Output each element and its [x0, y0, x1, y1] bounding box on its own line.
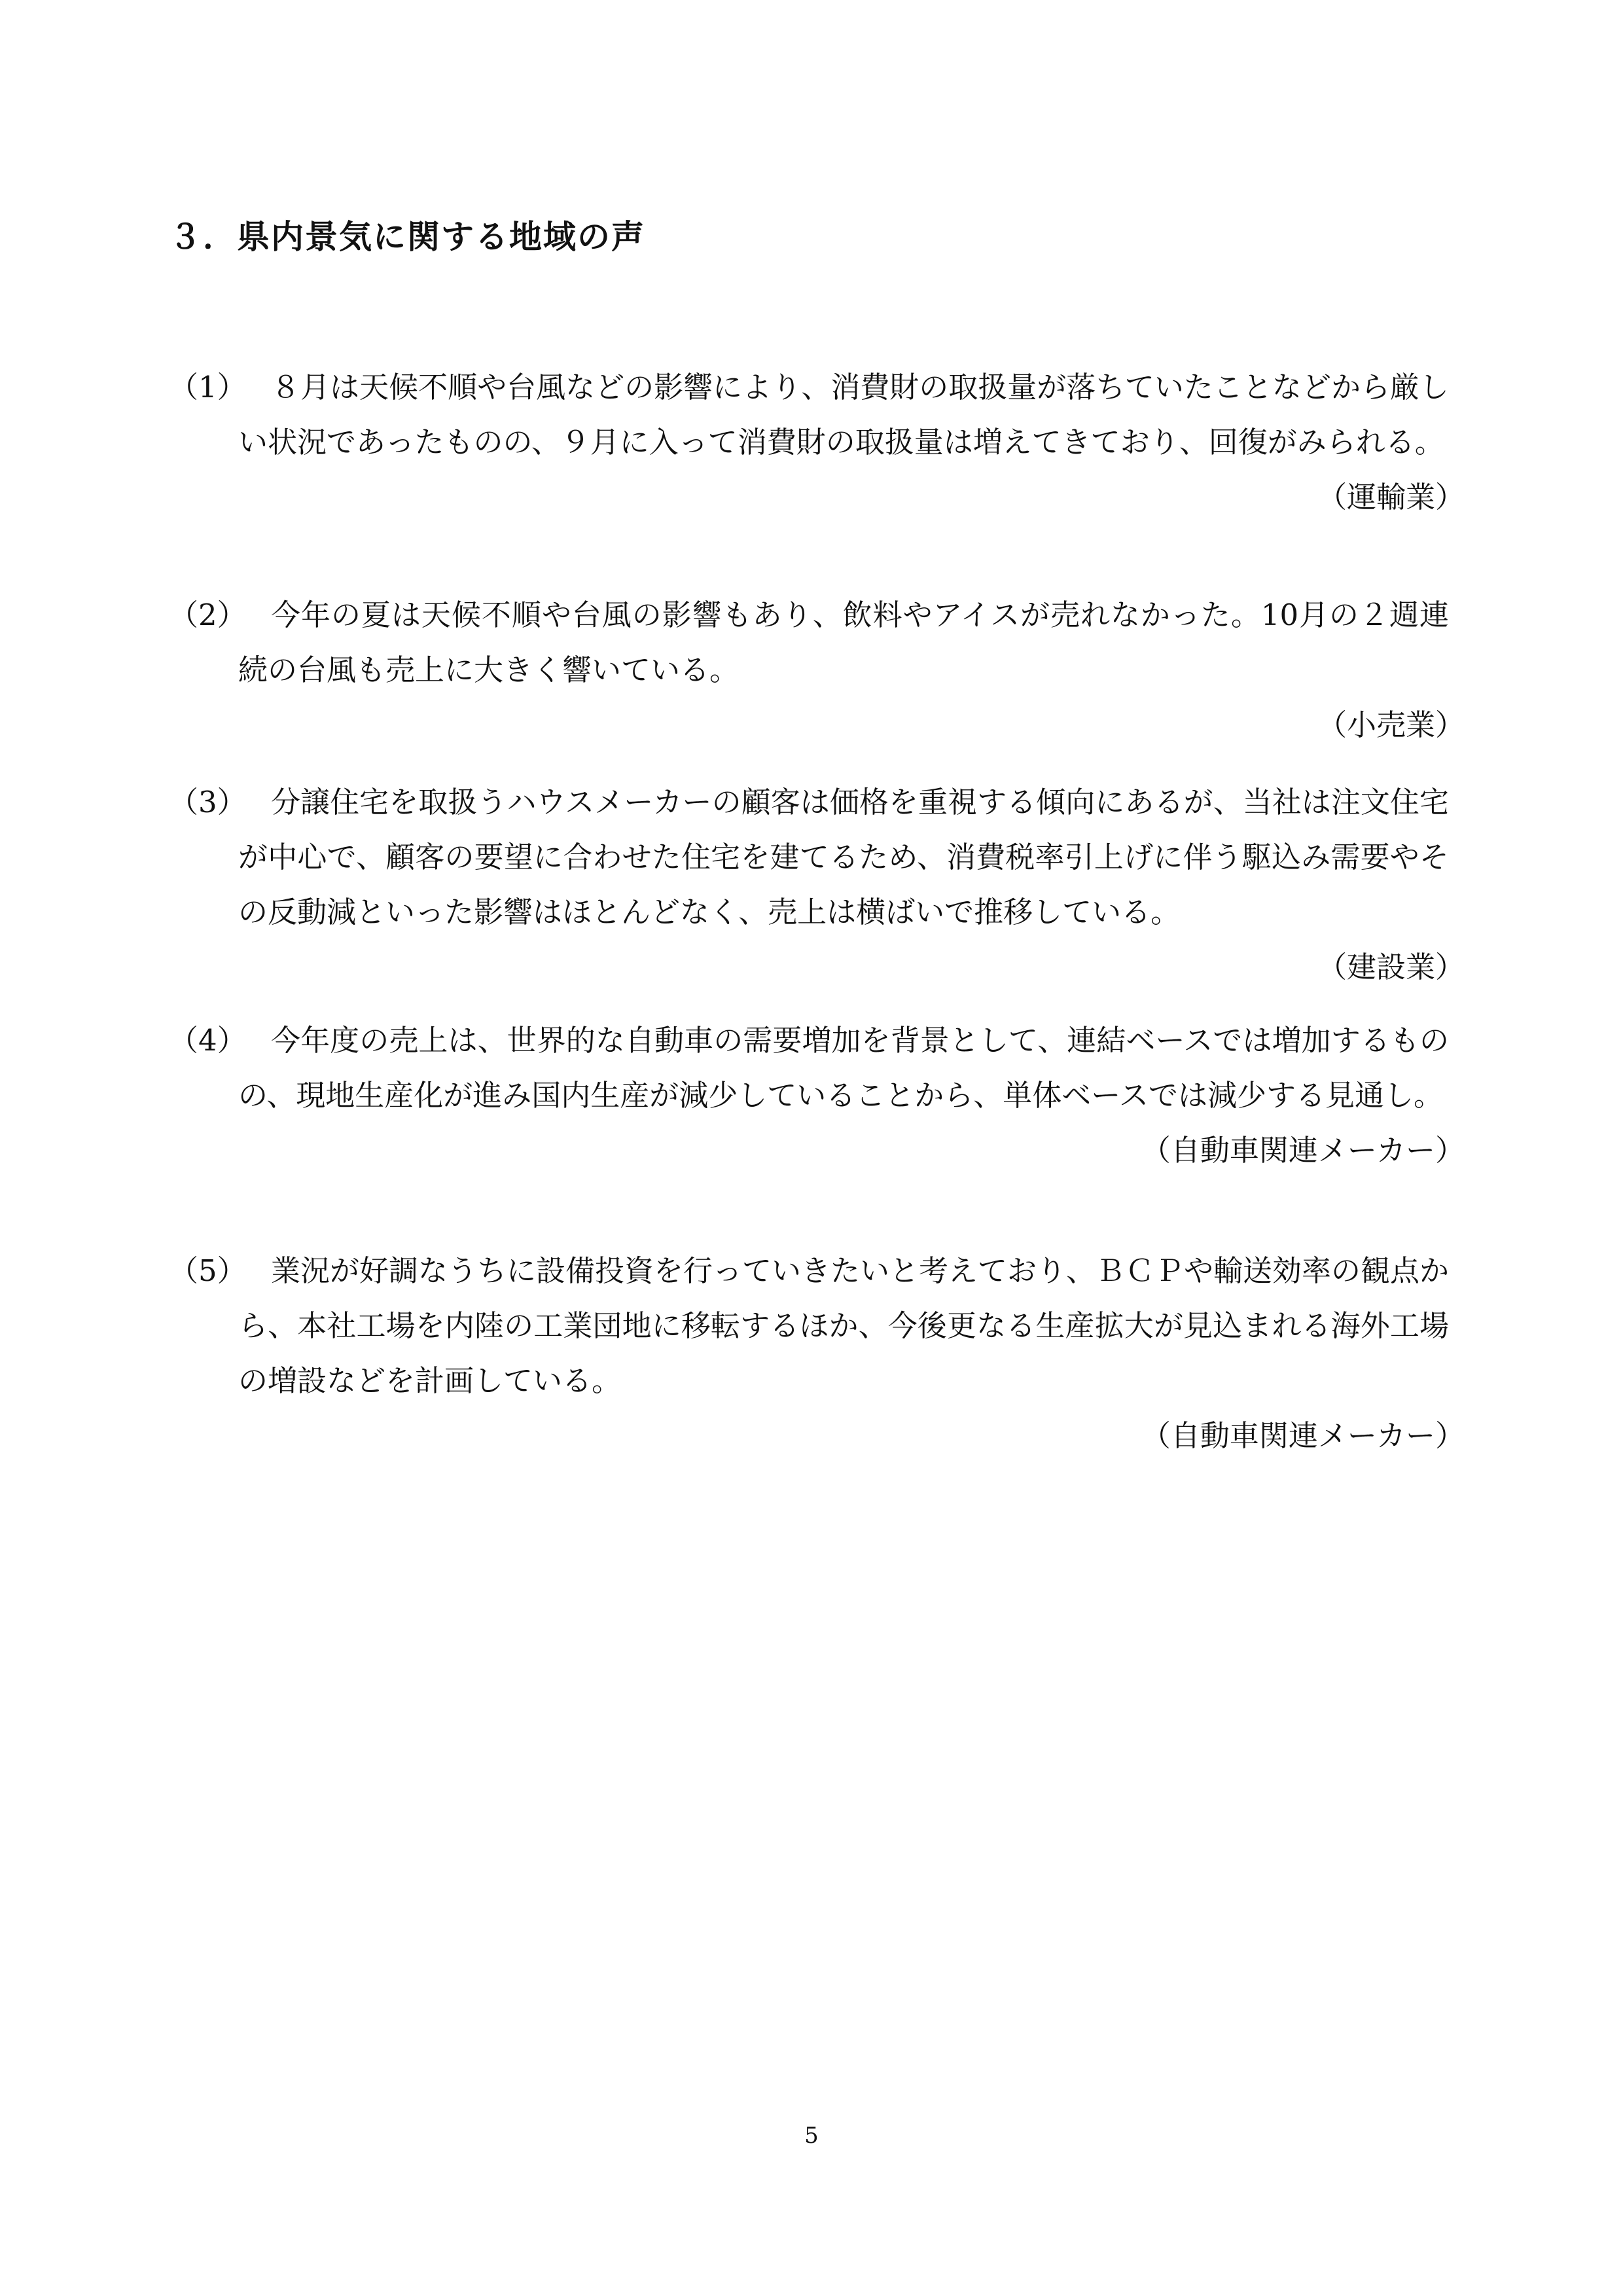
item-text: 今年度の売上は、世界的な自動車の需要増加を背景として、連結ベースでは増加するものの、現地生産化が進み国内生産が減少していることから、単体ベースでは減少する見通し。 — [238, 1023, 1449, 1113]
section-title: ３．県内景気に関する地域の声 — [169, 218, 645, 256]
item-source: （建設業） — [1317, 950, 1465, 984]
item-number: （2） — [169, 598, 247, 632]
item-number: （3） — [169, 785, 247, 819]
item-source: （運輸業） — [1317, 480, 1465, 514]
item-source: （自動車関連メーカー） — [1141, 1418, 1465, 1453]
list-item — [169, 1244, 1465, 1463]
list-item — [169, 1013, 1465, 1178]
item-number: （4） — [169, 1023, 247, 1058]
list-item — [169, 360, 1465, 525]
item-text: ８月は天候不順や台風などの影響により、消費財の取扱量が落ちていたことなどから厳しい状況であったものの、９月に入って消費財の取扱量は増えてきており、回復がみられる。 — [238, 370, 1449, 459]
item-text: 今年の夏は天候不順や台風の影響もあり、飲料やアイスが売れなかった。10月の２週連続の台風も売上に大きく響いている。 — [238, 598, 1449, 687]
item-number: （1） — [169, 370, 247, 404]
item-source: （自動車関連メーカー） — [1141, 1133, 1465, 1168]
list-item — [169, 775, 1465, 995]
item-source: （小売業） — [1317, 708, 1465, 742]
list-item — [169, 588, 1465, 753]
item-number: （5） — [169, 1253, 247, 1288]
item-text: 分譲住宅を取扱うハウスメーカーの顧客は価格を重視する傾向にあるが、当社は注文住宅が中心で、顧客の要望に合わせた住宅を建てるため、消費税率引上げに伴う駆込み需要やその反動減といった影響はほとんどなく、売上は横ばいで推移している。 — [238, 785, 1449, 929]
item-text: 業況が好調なうちに設備投資を行っていきたいと考えており、ＢＣＰや輸送効率の観点から、本社工場を内陸の工業団地に移転するほか、今後更なる生産拡大が見込まれる海外工場の増設などを計画している。 — [238, 1253, 1450, 1398]
page-number: 5 — [804, 2123, 819, 2149]
